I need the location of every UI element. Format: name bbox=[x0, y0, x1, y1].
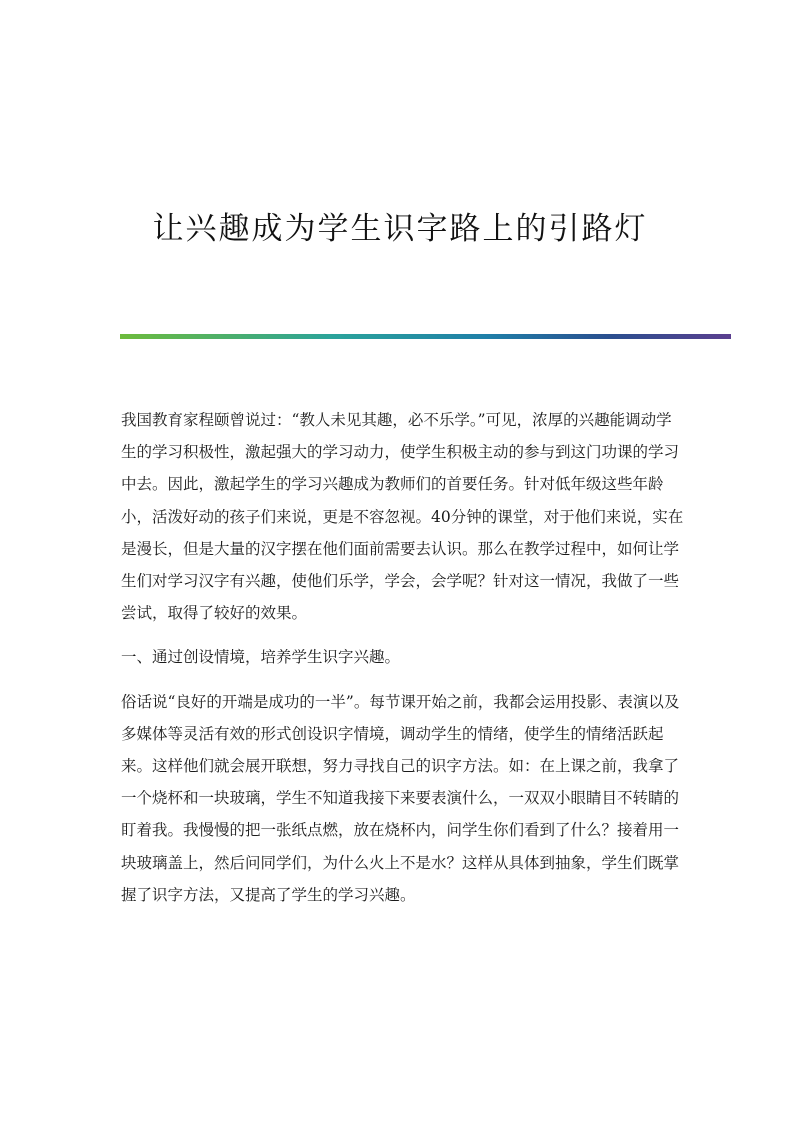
title-divider bbox=[120, 334, 731, 339]
page-title: 让兴趣成为学生识字路上的引路灯 bbox=[152, 210, 648, 247]
section-heading: 一、通过创设情境，培养学生识字兴趣。 bbox=[121, 648, 401, 667]
section-paragraph: 俗话说“良好的开端是成功的一半”。每节课开始之前，我都会运用投影、表演以及多媒体等灵活有效的形式创设识字情境，调动学生的情绪，使学生的情绪活跃起来。这样他们就会展开联想，努力寻找自己的识字方法。如：在上课之前，我拿了一个烧杯和一块玻璃，学生不知道我接下来要表演什么，一双双小眼睛目不转睛的盯着我。我慢慢的把一张纸点燃，放在烧杯内，问学生你们看到了什么？接着用一块玻璃盖上，然后问同学们，为什么火上不是水？这样从具体到抽象，学生们既掌握了识字方法，又提高了学生的学习兴趣。 bbox=[121, 692, 680, 904]
document-body bbox=[121, 404, 687, 911]
intro-paragraph: 我国教育家程颐曾说过：“教人未见其趣，必不乐学。”可见，浓厚的兴趣能调动学生的学习积极性，激起强大的学习动力，使学生积极主动的参与到这门功课的学习中去。因此，激起学生的学习兴趣成为教师们的首要任务。针对低年级这些年龄小，活泼好动的孩子们来说，更是不容忽视。40分钟的课堂，对于他们来说，实在是漫长，但是大量的汉字摆在他们面前需要去认识。那么在教学过程中，如何让学生们对学习汉字有兴趣，使他们乐学，学会，会学呢？针对这一情况，我做了一些尝试，取得了较好的效果。 bbox=[121, 411, 684, 623]
